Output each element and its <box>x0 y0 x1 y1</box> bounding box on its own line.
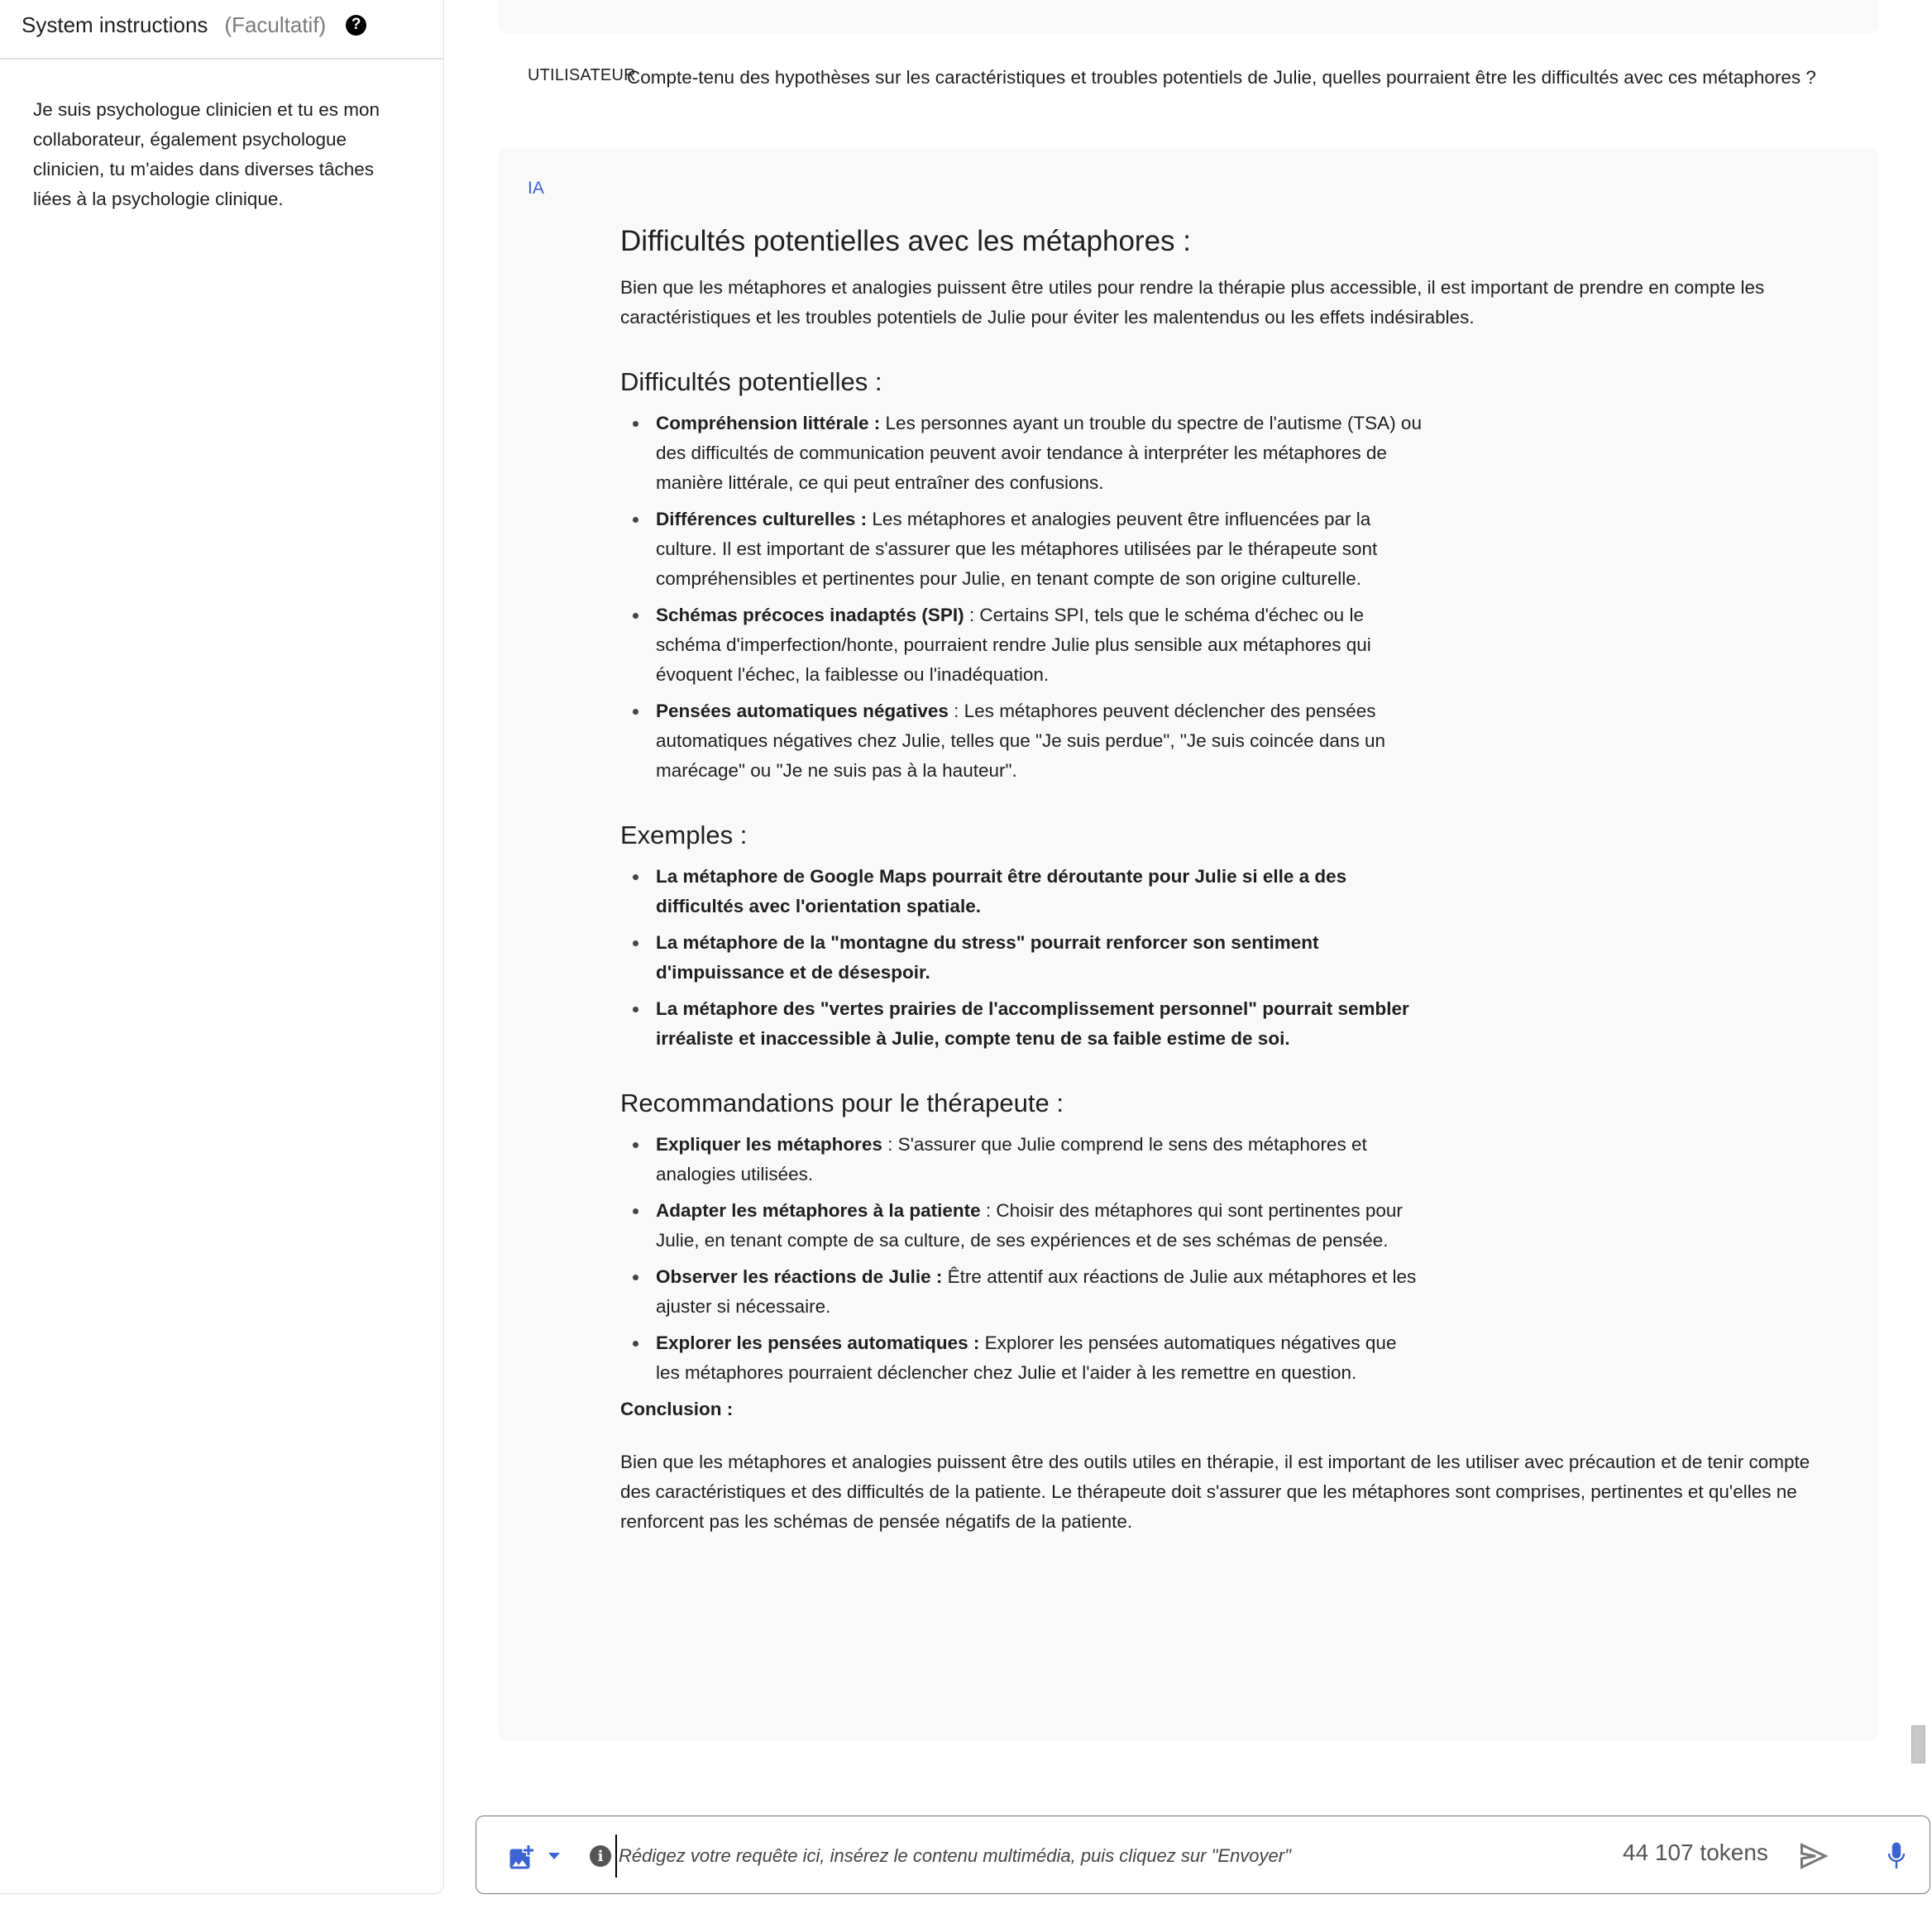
list-item <box>656 928 1425 988</box>
scrollbar-thumb[interactable] <box>1911 1725 1925 1763</box>
bullet-icon <box>633 421 638 427</box>
header-divider <box>0 58 444 60</box>
section-heading: Difficultés potentielles : <box>620 367 882 396</box>
conclusion-text: Bien que les métaphores et analogies puissent être des outils utiles en thérapie, il est important de les utiliser avec précaution et de tenir compte des caractéristiques et des difficultés de la patiente. Le thérapeute doit s'assurer que les métaphores sont comprises, pertinentes et qu'elles ne renforcent pas les schémas de pensée négatifs de la patiente. <box>620 1452 1810 1532</box>
list-item-text: : S'assurer que Julie comprend le sens des métaphores et analogies utilisées. <box>656 1134 1367 1184</box>
list-item-label: Différences culturelles : <box>656 509 868 529</box>
list-item <box>656 409 1425 498</box>
token-count: 44 107 tokens <box>1623 1840 1768 1865</box>
optional-label: (Facultatif) <box>224 12 327 37</box>
section-heading: Recommandations pour le thérapeute : <box>620 1088 1064 1117</box>
list-item <box>656 1262 1425 1322</box>
list-item-label: La métaphore de la "montagne du stress" pourrait renforcer son sentiment d'impuissance et de désespoir. <box>656 932 1319 983</box>
response-sections <box>620 366 1836 1388</box>
bullet-list <box>620 409 1425 786</box>
system-instructions-panel <box>0 0 444 1894</box>
bullet-list <box>620 862 1425 1054</box>
list-item-text: Être attentif aux réactions de Julie aux métaphores et les ajuster si nécessaire. <box>656 1266 1417 1317</box>
list-item-text: : Certains SPI, tels que le schéma d'échec ou le schéma d'imperfection/honte, pourraient rendre Julie plus sensible aux métaphores qui évoquent l'échec, la faiblesse ou l'inadéquation. <box>656 605 1371 685</box>
bullet-list <box>620 1130 1425 1388</box>
previous-message-card <box>498 0 1879 34</box>
list-item-label: Adapter les métaphores à la patiente <box>656 1200 981 1221</box>
list-item <box>656 862 1425 921</box>
bullet-icon <box>633 1007 638 1012</box>
list-item-label: Observer les réactions de Julie : <box>656 1266 943 1287</box>
list-item <box>656 1196 1425 1256</box>
list-item-text: : Les métaphores peuvent déclencher des pensées automatiques négatives chez Julie, telles que "Je suis perdue", "Je suis coincée dans un marécage" ou "Je ne suis pas à la hauteur". <box>656 701 1385 781</box>
list-item <box>656 994 1425 1054</box>
add-photo-icon[interactable] <box>506 1843 536 1873</box>
bullet-icon <box>633 613 638 619</box>
send-icon[interactable] <box>1796 1841 1829 1871</box>
list-item-label: Expliquer les métaphores <box>656 1134 882 1155</box>
section-heading: Exemples : <box>620 821 748 849</box>
list-item <box>656 1328 1425 1388</box>
list-item <box>656 600 1425 690</box>
list-item-text: Les personnes ayant un trouble du spectre de l'autisme (TSA) ou des difficultés de communication peuvent avoir tendance à interpréter les métaphores de manière littérale, ce qui peut entraîner des confusions. <box>656 413 1422 493</box>
prompt-input[interactable] <box>615 1835 1530 1878</box>
system-instructions-input[interactable]: Je suis psychologue clinicien et tu es mon collaborateur, également psychologue clinicien, tu m'aides dans diverses tâches liées à la psychologie clinique. <box>33 99 380 209</box>
list-item-label: La métaphore de Google Maps pourrait être déroutante pour Julie si elle a des difficultés avec l'orientation spatiale. <box>656 866 1347 916</box>
list-item-text: Explorer les pensées automatiques négatives que les métaphores pourraient déclencher chez Julie et l'aider à les remettre en question. <box>656 1332 1397 1383</box>
mic-icon[interactable] <box>1887 1841 1906 1871</box>
bullet-icon <box>633 940 638 946</box>
list-item-label: Pensées automatiques négatives <box>656 701 949 721</box>
bullet-icon <box>633 874 638 880</box>
bullet-icon <box>633 709 638 715</box>
list-item <box>656 696 1425 786</box>
user-message-text: Compte-tenu des hypothèses sur les caractéristiques et troubles potentiels de Julie, quelles pourraient être les difficultés avec ces métaphores ? <box>627 67 1816 88</box>
ai-role-label: IA <box>528 179 544 198</box>
info-icon[interactable]: i <box>590 1845 611 1867</box>
system-instructions-title: System instructions <box>22 12 208 37</box>
list-item-text: : Choisir des métaphores qui sont pertinentes pour Julie, en tenant compte de sa culture, de ses expériences et de ses schémas de pensée. <box>656 1200 1403 1251</box>
ai-message-content <box>620 223 1836 1537</box>
list-item <box>656 1130 1425 1189</box>
bullet-icon <box>633 1341 638 1347</box>
caret-down-icon[interactable] <box>548 1853 560 1859</box>
help-circle-icon[interactable]: ? <box>346 15 366 36</box>
system-instructions-header <box>22 0 435 50</box>
list-item-label: Compréhension littérale : <box>656 413 881 433</box>
prompt-bar <box>476 1816 1930 1894</box>
list-item-label: La métaphore des "vertes prairies de l'accomplissement personnel" pourrait sembler irréaliste et inaccessible à Julie, compte tenu de sa faible estime de soi. <box>656 998 1409 1049</box>
list-item-text: Les métaphores et analogies peuvent être influencées par la culture. Il est important de s'assurer que les métaphores utilisées par le thérapeute sont compréhensibles et pertinentes pour Julie, en tenant compte de son origine culturelle. <box>656 509 1378 589</box>
user-role-label: UTILISATEUR <box>528 66 636 84</box>
bullet-icon <box>633 1142 638 1148</box>
bullet-icon <box>633 1208 638 1214</box>
bullet-icon <box>633 517 638 523</box>
conclusion-label: Conclusion : <box>620 1399 734 1419</box>
ai-message-card <box>498 147 1879 1741</box>
bullet-icon <box>633 1275 638 1280</box>
list-item <box>656 505 1425 594</box>
list-item-label: Explorer les pensées automatiques : <box>656 1332 980 1353</box>
list-item-label: Schémas précoces inadaptés (SPI) <box>656 605 964 625</box>
response-heading: Difficultés potentielles avec les métaphores : <box>620 225 1191 257</box>
response-intro: Bien que les métaphores et analogies puissent être utiles pour rendre la thérapie plus accessible, il est important de prendre en compte les caractéristiques et les troubles potentiels de Julie pour éviter les malentendus ou les effets indésirables. <box>620 277 1765 328</box>
